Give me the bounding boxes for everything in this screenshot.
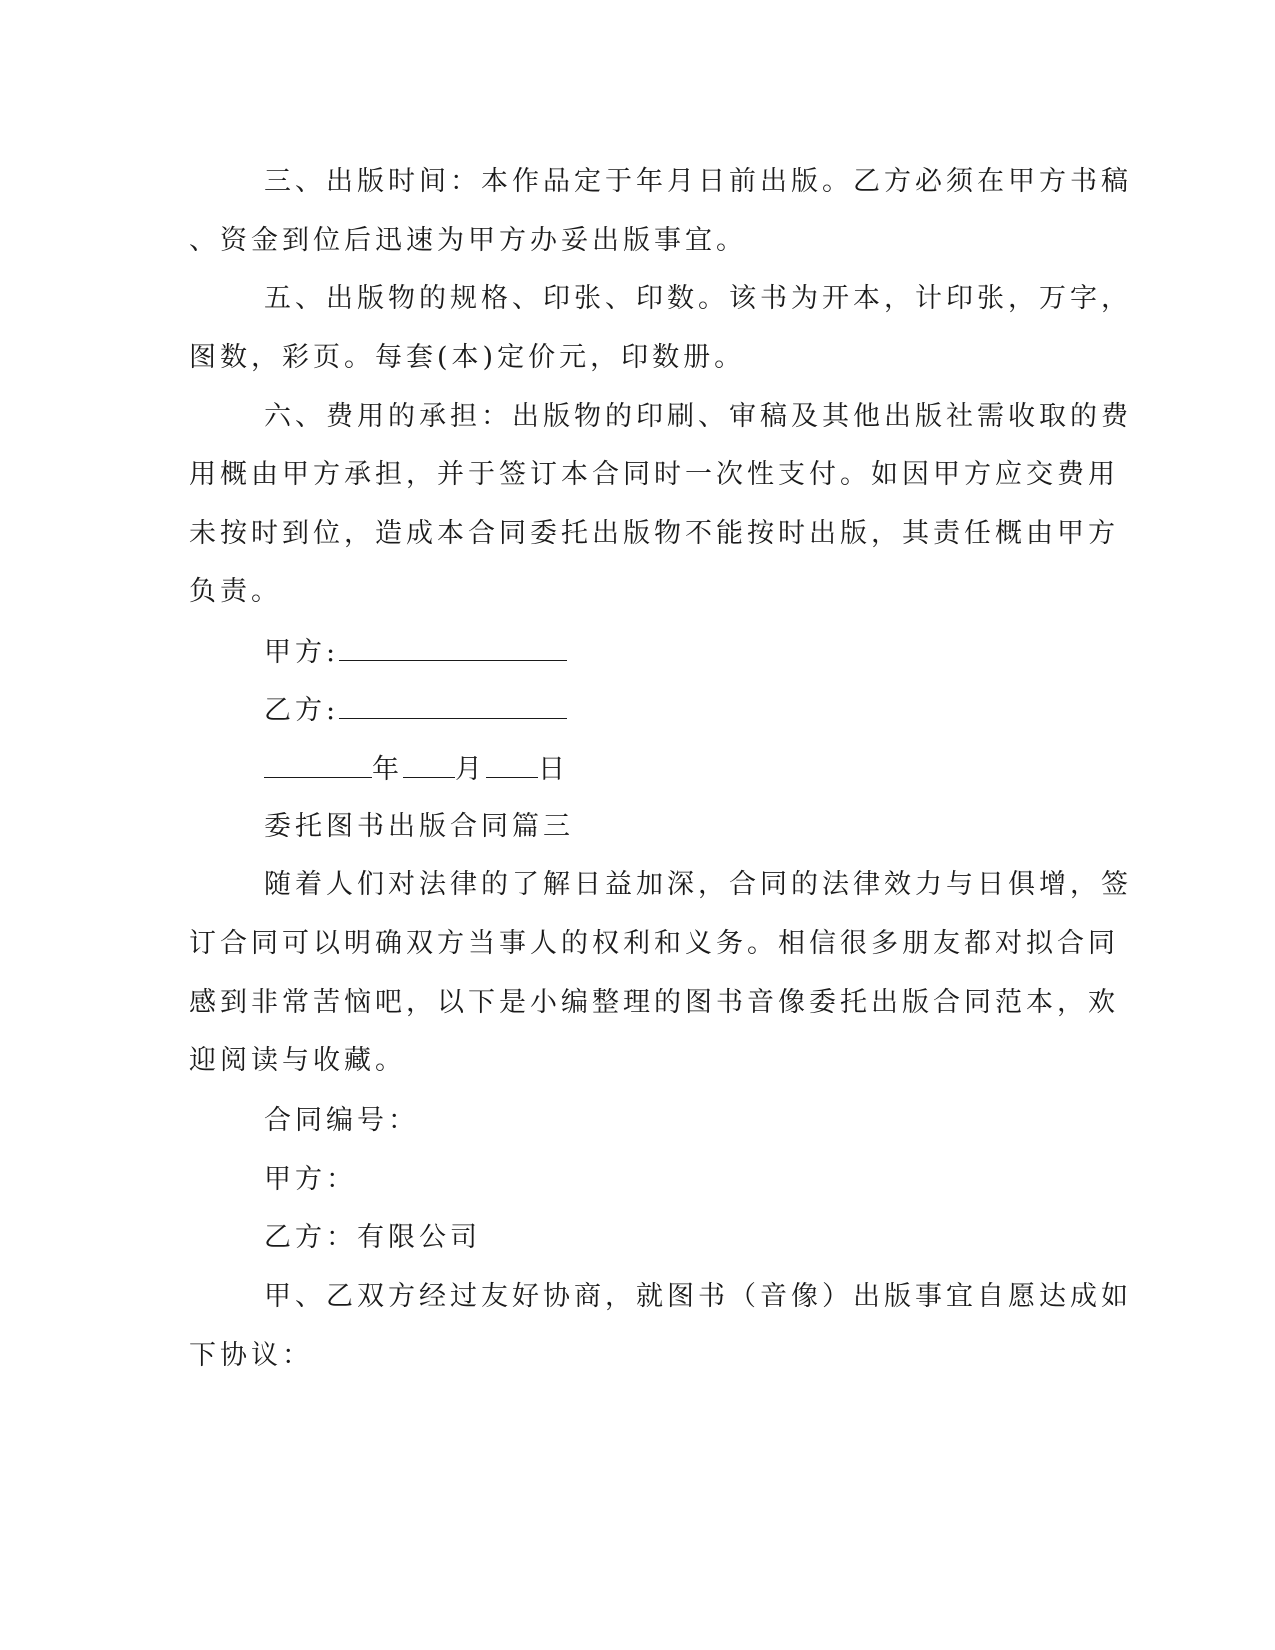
intro-line: 随着人们对法律的了解日益加深，合同的法律效力与日俱增，签 (264, 869, 1132, 900)
party-a-signature-blank (339, 634, 567, 661)
section-title: 委托图书出版合同篇三 (264, 811, 574, 842)
intro-line: 订合同可以明确双方当事人的权利和义务。相信很多朋友都对拟合同 (189, 928, 1119, 959)
year-label: 年 (372, 754, 403, 785)
month-blank (403, 751, 455, 778)
year-blank (264, 751, 372, 778)
party-b-signature-blank (339, 692, 567, 719)
paragraph-line: 、资金到位后迅速为甲方办妥出版事宜。 (189, 225, 747, 256)
paragraph-line: 用概由甲方承担，并于签订本合同时一次性支付。如因甲方应交费用 (189, 459, 1119, 490)
agreement-line: 下协议： (189, 1340, 313, 1371)
agreement-line: 甲、乙双方经过友好协商，就图书（音像）出版事宜自愿达成如 (264, 1281, 1132, 1312)
intro-line: 感到非常苦恼吧，以下是小编整理的图书音像委托出版合同范本，欢 (189, 987, 1119, 1018)
paragraph-line: 三、出版时间：本作品定于年月日前出版。乙方必须在甲方书稿 (264, 166, 1132, 197)
party-b: 乙方：有限公司 (264, 1222, 481, 1253)
party-b-signature (264, 692, 1164, 728)
contract-number: 合同编号： (264, 1105, 419, 1136)
party-a-signature (264, 634, 1164, 670)
paragraph-line: 未按时到位，造成本合同委托出版物不能按时出版，其责任概由甲方 (189, 518, 1119, 549)
paragraph-line: 五、出版物的规格、印张、印数。该书为开本，计印张，万字， (264, 283, 1132, 314)
day-label: 日 (538, 754, 569, 785)
party-a: 甲方： (264, 1164, 357, 1195)
paragraph-line: 六、费用的承担：出版物的印刷、审稿及其他出版社需收取的费 (264, 401, 1132, 432)
signature-date (264, 751, 1164, 787)
intro-line: 迎阅读与收藏。 (189, 1045, 406, 1076)
party-b-signature-label: 乙方: (264, 695, 340, 726)
month-label: 月 (455, 754, 486, 785)
paragraph-line: 负责。 (189, 576, 282, 607)
party-a-signature-label: 甲方: (264, 637, 340, 668)
day-blank (486, 751, 538, 778)
paragraph-line: 图数，彩页。每套(本)定价元，印数册。 (189, 342, 746, 373)
